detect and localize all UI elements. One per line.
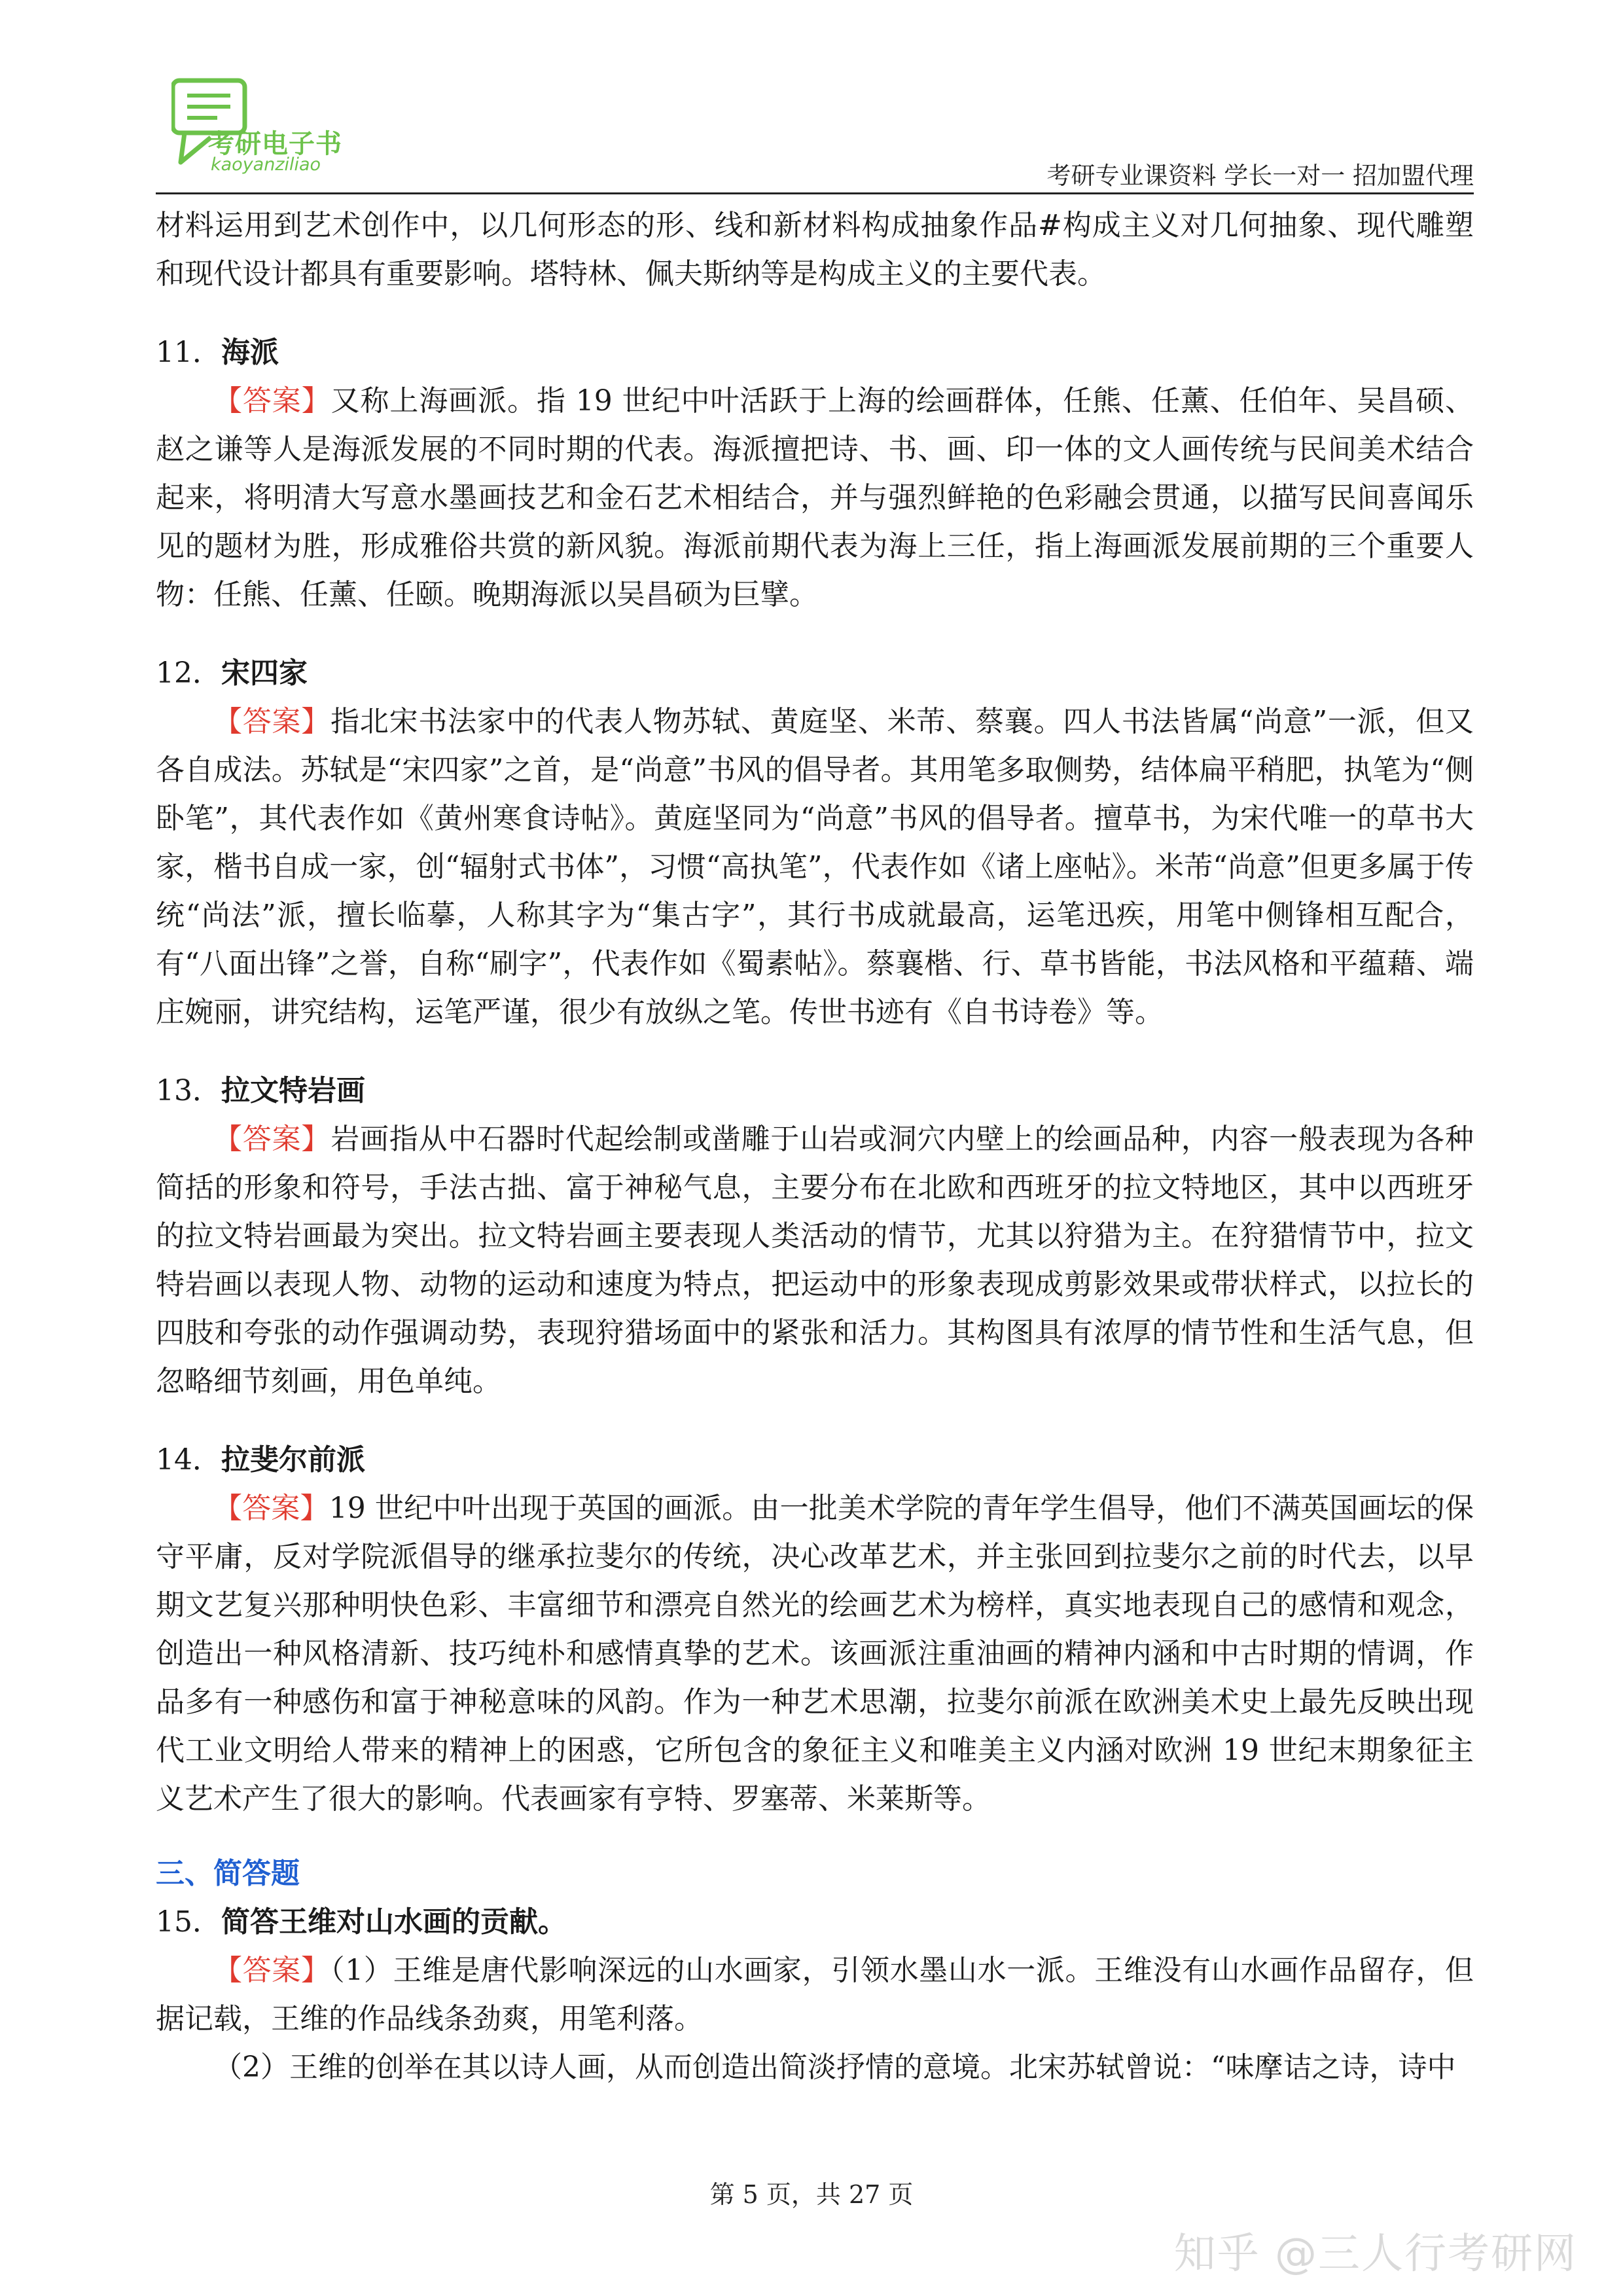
answer-paragraph: （2）王维的创举在其以诗人画，从而创造出简淡抒情的意境。北宋苏轼曾说：“味摩诘之诗，诗中 [213, 2051, 1456, 2084]
answer-text: 又称上海画派。指 19 世纪中叶活跃于上海的绘画群体，任熊、任薰、任伯年、吴昌硕、赵之谦等人是海派发展的不同时期的代表。海派擅把诗、书、画、印一体的文人画传统与民间美术结合起来，将明清大写意水墨画技艺和金石艺术相结合，并与强烈鲜艳的色彩融会贯通，以描写民间喜闻乐见的题材为胜，形成雅俗共赏的新风貌。海派前期代表为海上三任，指上海画派发展前期的三个重要人物：任熊、任薰、任颐。晚期海派以吴昌硕为巨擘。 [156, 384, 1474, 611]
answer-text: 19 世纪中叶出现于英国的画派。由一批美术学院的青年学生倡导，他们不满英国画坛的保守平庸，反对学院派倡导的继承拉斐尔的传统，决心改革艺术，并主张回到拉斐尔之前的时代去，以早期文艺复兴那种明快色彩、丰富细节和漂亮自然光的绘画艺术为榜样，真实地表现自己的感情和观念，创造出一种风格清新、技巧纯朴和感情真挚的艺术。该画派注重油画的精神内涵和中古时期的情调，作品多有一种感伤和富于神秘意味的风韵。作为一种艺术思潮，拉斐尔前派在欧洲美术史上最先反映出现代工业文明给人带来的精神上的困惑，它所包含的象征主义和唯美主义内涵对欧洲 19 世纪末期象征主义艺术产生了很大的影响。代表画家有亨特、罗塞蒂、米莱斯等。 [156, 1492, 1474, 1816]
answer-tag: 【答案】 [213, 1954, 330, 1987]
question-title: 简答王维对山水画的贡献。 [221, 1905, 567, 1939]
section-heading: 三、简答题 [156, 1857, 300, 1890]
answer-tag: 【答案】 [213, 1492, 329, 1525]
logo-subtext: kaoyanziliao [211, 154, 321, 175]
watermark: 知乎 @三人行考研网 [1173, 2230, 1577, 2278]
document-body [156, 202, 1474, 2092]
answer-paragraph [156, 377, 1474, 619]
question-heading [156, 329, 1474, 377]
question-title: 拉斐尔前派 [221, 1443, 365, 1477]
question-title: 拉文特岩画 [221, 1074, 365, 1107]
intro-paragraph: 材料运用到艺术创作中，以几何形态的形、线和新材料构成抽象作品#构成主义对几何抽象、现代雕塑和现代设计都具有重要影响。塔特林、佩夫斯纳等是构成主义的主要代表。 [156, 209, 1474, 291]
logo-text: 考研电子书 [208, 129, 342, 159]
answer-paragraph [156, 1484, 1474, 1823]
answer-text: （1）王维是唐代影响深远的山水画家，引领水墨山水一派。王维没有山水画作品留存，但据记载，王维的作品线条劲爽，用笔利落。 [156, 1954, 1474, 2036]
header-divider [156, 192, 1474, 194]
question-number: 15． [156, 1905, 221, 1939]
answer-text: 岩画指从中石器时代起绘制或凿雕于山岩或洞穴内壁上的绘画品种，内容一般表现为各种简括的形象和符号，手法古拙、富于神秘气息，主要分布在北欧和西班牙的拉文特地区，其中以西班牙的拉文特岩画最为突出。拉文特岩画主要表现人类活动的情节，尤其以狩猎为主。在狩猎情节中，拉文特岩画以表现人物、动物的运动和速度为特点，把运动中的形象表现成剪影效果或带状样式，以拉长的四肢和夸张的动作强调动势，表现狩猎场面中的紧张和活力。其构图具有浓厚的情节性和生活气息，但忽略细节刻画，用色单纯。 [156, 1122, 1474, 1398]
page-number: 第 5 页，共 27 页 [709, 2180, 914, 2209]
answer-paragraph [156, 1115, 1474, 1406]
answer-tag: 【答案】 [213, 384, 331, 418]
question-heading [156, 1898, 1474, 1946]
answer-paragraph [156, 1946, 1474, 2043]
question-number: 14． [156, 1443, 221, 1477]
answer-tag: 【答案】 [213, 705, 331, 738]
question-title: 海派 [221, 336, 279, 369]
question-heading [156, 649, 1474, 698]
answer-paragraph [156, 698, 1474, 1037]
answer-text: 指北宋书法家中的代表人物苏轼、黄庭坚、米芾、蔡襄。四人书法皆属“尚意”一派，但又各自成法。苏轼是“宋四家”之首，是“尚意”书风的倡导者。其用笔多取侧势，结体扁平稍肥，执笔为“侧卧笔”，其代表作如《黄州寒食诗帖》。黄庭坚同为“尚意”书风的倡导者。擅草书，为宋代唯一的草书大家，楷书自成一家，创“辐射式书体”，习惯“高执笔”，代表作如《诸上座帖》。米芾“尚意”但更多属于传统“尚法”派，擅长临摹，人称其字为“集古字”，其行书成就最高，运笔迅疾，用笔中侧锋相互配合，有“八面出锋”之誉，自称“刷字”，代表作如《蜀素帖》。蔡襄楷、行、草书皆能，书法风格和平蕴藉、端庄婉丽，讲究结构，运笔严谨，很少有放纵之笔。传世书迹有《自书诗卷》等。 [156, 705, 1474, 1029]
answer-tag: 【答案】 [213, 1122, 331, 1156]
question-number: 13． [156, 1074, 221, 1107]
question-heading [156, 1067, 1474, 1115]
question-heading [156, 1436, 1474, 1484]
question-number: 12． [156, 656, 221, 690]
question-title: 宋四家 [221, 656, 308, 690]
header-tagline: 考研专业课资料 学长一对一 招加盟代理 [1046, 162, 1474, 190]
question-number: 11． [156, 336, 221, 369]
